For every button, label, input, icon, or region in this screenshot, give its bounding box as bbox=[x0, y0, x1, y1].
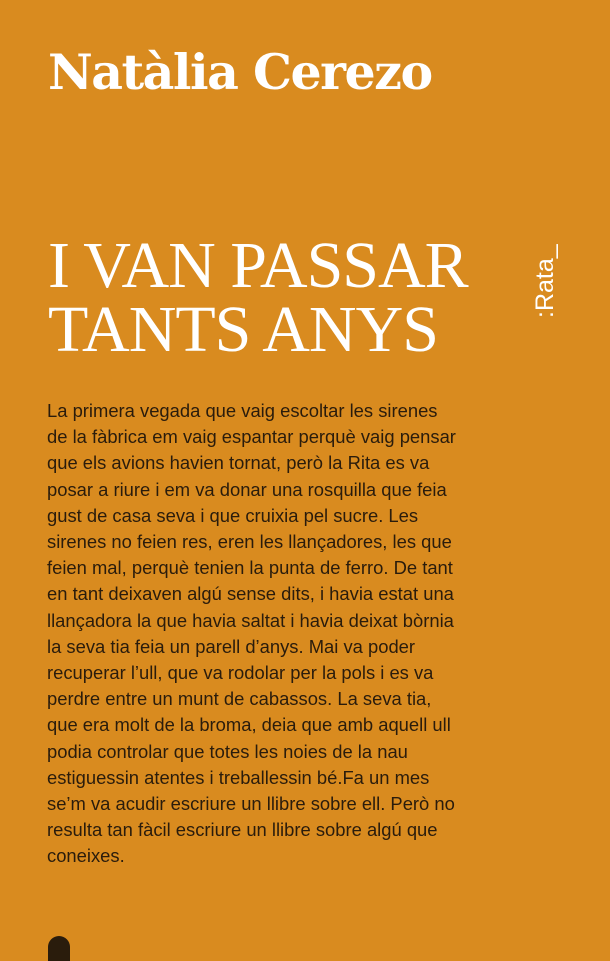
blurb-line: gust de casa seva i que cruixia pel sucre. Les bbox=[47, 504, 419, 526]
author-name: Natàlia Cerezo bbox=[48, 43, 432, 101]
book-title-line: I VAN PASSAR bbox=[48, 229, 468, 302]
blurb-line: estiguessin atentes i treballessin bé.Fa un mes bbox=[47, 766, 430, 788]
blurb-line: recuperar l’ull, que va rodolar per la pols i es va bbox=[47, 662, 434, 684]
blurb-line: posar a riure i em va donar una rosquilla que feia bbox=[47, 478, 447, 500]
blurb-line: La primera vegada que vaig escoltar les sirenes bbox=[47, 400, 438, 421]
bookmark-tab-icon bbox=[48, 936, 70, 961]
blurb-line: de la fàbrica em vaig espantar perquè vaig pensar bbox=[47, 426, 456, 448]
blurb-line: que els avions havien tornat, però la Rita es va bbox=[47, 452, 430, 474]
book-title bbox=[48, 229, 468, 366]
blurb-text bbox=[47, 398, 517, 870]
blurb-line: la seva tia feia un parell d’anys. Mai va poder bbox=[47, 635, 416, 657]
publisher-logo: :Rata_ bbox=[531, 244, 559, 318]
blurb-line: que era molt de la broma, deia que amb aquell ull bbox=[47, 714, 451, 736]
blurb-line: feien mal, perquè tenien la punta de ferro. De tant bbox=[47, 557, 453, 579]
blurb-line: perdre entre un munt de cabassos. La seva tia, bbox=[47, 688, 432, 710]
blurb-line: en tant deixaven algú sense dits, i havia estat una bbox=[47, 583, 454, 605]
blurb-line: se’m va acudir escriure un llibre sobre ell. Però no bbox=[47, 793, 455, 815]
blurb-line: podia controlar que totes les noies de la nau bbox=[47, 740, 408, 762]
blurb-line: resulta tan fàcil escriure un llibre sobre algú que bbox=[47, 819, 438, 841]
blurb-line: coneixes. bbox=[47, 845, 125, 867]
book-title-line: TANTS ANYS bbox=[48, 293, 438, 366]
blurb-line: sirenes no feien res, eren les llançadores, les que bbox=[47, 531, 452, 553]
blurb-line: llançadora la que havia saltat i havia deixat bòrnia bbox=[47, 609, 454, 631]
